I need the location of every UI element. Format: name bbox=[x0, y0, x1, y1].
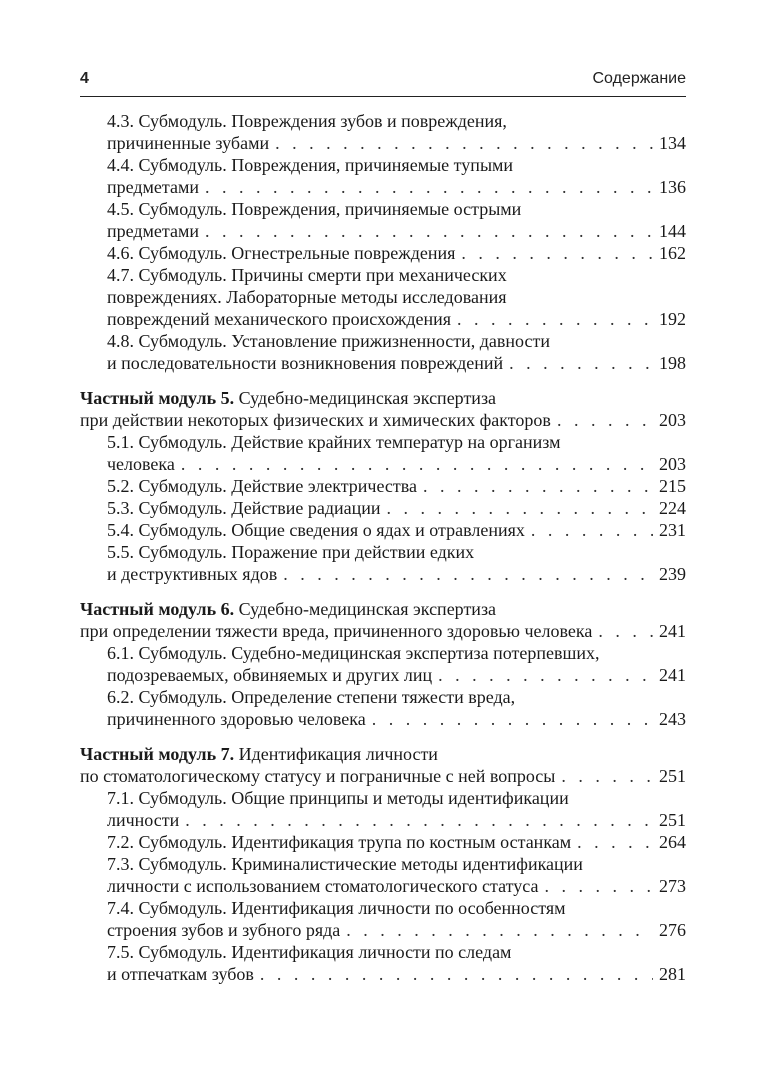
dot-leader bbox=[205, 176, 653, 198]
toc-page-number: 241 bbox=[659, 621, 686, 641]
toc-entry-text: причиненного здоровью человека bbox=[107, 709, 366, 729]
toc-entry-line bbox=[107, 286, 686, 308]
toc-entry-line bbox=[107, 787, 686, 809]
toc-submodule-entry bbox=[80, 475, 686, 497]
toc-page-number: 224 bbox=[659, 498, 686, 518]
toc-entry-text: 7.3. Субмодуль. Криминалистические методы идентификации bbox=[107, 854, 583, 874]
toc-entry-last-line bbox=[107, 708, 686, 730]
dot-leader bbox=[557, 409, 653, 431]
toc-page-number: 203 bbox=[659, 410, 686, 430]
toc-entry-line bbox=[107, 541, 686, 563]
toc-entry-text: 5.2. Субмодуль. Действие электричества bbox=[107, 476, 418, 496]
module-label: Частный модуль 6. bbox=[80, 599, 235, 619]
page-header bbox=[80, 70, 686, 94]
toc-entry-text: 4.6. Субмодуль. Огнестрельные повреждения bbox=[107, 243, 456, 263]
toc-entry-text: личности с использованием стоматологического статуса bbox=[107, 876, 539, 896]
toc-submodule-entry bbox=[80, 497, 686, 519]
toc-entry-last-line bbox=[80, 765, 686, 787]
dot-leader bbox=[283, 563, 653, 585]
toc-entry-text: предметами bbox=[107, 177, 200, 197]
toc-submodule-entry bbox=[80, 330, 686, 374]
module-label: Частный модуль 7. bbox=[80, 744, 235, 764]
dot-leader bbox=[577, 831, 653, 853]
toc-entry-text: 4.4. Субмодуль. Повреждения, причиняемые тупыми bbox=[107, 155, 514, 175]
toc-entry-line bbox=[107, 198, 686, 220]
toc-submodule-entry bbox=[80, 154, 686, 198]
toc-entry-text: Судебно-медицинская экспертиза bbox=[234, 388, 497, 408]
toc-entry-text: человека bbox=[107, 454, 175, 474]
toc-page-number: 241 bbox=[659, 665, 686, 685]
toc-entry-text: 6.1. Субмодуль. Судебно-медицинская экспертиза потерпевших, bbox=[107, 643, 600, 663]
table-of-contents bbox=[80, 110, 686, 985]
toc-entry-text: по стоматологическому статусу и пограничные с ней вопросы bbox=[80, 766, 556, 786]
dot-leader bbox=[531, 519, 653, 541]
toc-submodule-entry bbox=[80, 242, 686, 264]
toc-module-entry bbox=[80, 598, 686, 642]
module-label: Частный модуль 5. bbox=[80, 388, 235, 408]
toc-submodule-entry bbox=[80, 541, 686, 585]
toc-submodule-entry bbox=[80, 110, 686, 154]
toc-page-number: 243 bbox=[659, 709, 686, 729]
toc-submodule-entry bbox=[80, 897, 686, 941]
dot-leader bbox=[260, 963, 653, 985]
toc-entry-text: предметами bbox=[107, 221, 200, 241]
dot-leader bbox=[509, 352, 653, 374]
toc-entry-last-line bbox=[107, 176, 686, 198]
toc-submodule-entry bbox=[80, 519, 686, 541]
header-rule bbox=[80, 96, 686, 97]
toc-submodule-entry bbox=[80, 787, 686, 831]
toc-entry-last-line bbox=[107, 475, 686, 497]
dot-leader bbox=[205, 220, 653, 242]
toc-entry-last-line bbox=[107, 809, 686, 831]
toc-page-number: 134 bbox=[659, 133, 686, 153]
toc-entry-text: 5.5. Субмодуль. Поражение при действии едких bbox=[107, 542, 475, 562]
toc-submodule-entry bbox=[80, 198, 686, 242]
toc-entry-text: причиненные зубами bbox=[107, 133, 270, 153]
toc-page-number: 251 bbox=[659, 810, 686, 830]
dot-leader bbox=[438, 664, 653, 686]
toc-entry-text: подозреваемых, обвиняемых и других лиц bbox=[107, 665, 433, 685]
toc-entry-text: 7.5. Субмодуль. Идентификация личности по следам bbox=[107, 942, 512, 962]
toc-entry-last-line bbox=[80, 409, 686, 431]
toc-entry-text: строения зубов и зубного ряда bbox=[107, 920, 341, 940]
toc-entry-last-line bbox=[107, 308, 686, 330]
toc-entry-line bbox=[107, 897, 686, 919]
dot-leader bbox=[423, 475, 653, 497]
toc-submodule-entry bbox=[80, 264, 686, 330]
toc-page-number: 203 bbox=[659, 454, 686, 474]
toc-entry-last-line bbox=[107, 453, 686, 475]
running-title: Содержание bbox=[592, 70, 686, 87]
toc-entry-text: 5.3. Субмодуль. Действие радиации bbox=[107, 498, 381, 518]
toc-entry-last-line bbox=[107, 352, 686, 374]
toc-entry-line bbox=[80, 743, 686, 765]
toc-entry-line bbox=[107, 110, 686, 132]
toc-entry-last-line bbox=[107, 220, 686, 242]
dot-leader bbox=[598, 620, 653, 642]
toc-entry-line bbox=[107, 941, 686, 963]
toc-entry-last-line bbox=[107, 875, 686, 897]
toc-entry-text: при действии некоторых физических и химических факторов bbox=[80, 410, 551, 430]
toc-submodule-entry bbox=[80, 431, 686, 475]
toc-entry-line bbox=[107, 686, 686, 708]
toc-page-number: 239 bbox=[659, 564, 686, 584]
toc-entry-line bbox=[80, 598, 686, 620]
dot-leader bbox=[346, 919, 653, 941]
toc-entry-text: 5.4. Субмодуль. Общие сведения о ядах и отравлениях bbox=[107, 520, 525, 540]
toc-submodule-entry bbox=[80, 853, 686, 897]
dot-leader bbox=[457, 308, 653, 330]
toc-entry-line bbox=[107, 853, 686, 875]
toc-page-number: 198 bbox=[659, 353, 686, 373]
toc-entry-text: 7.1. Субмодуль. Общие принципы и методы идентификации bbox=[107, 788, 569, 808]
toc-entry-text: Судебно-медицинская экспертиза bbox=[234, 599, 497, 619]
toc-entry-line bbox=[107, 330, 686, 352]
toc-entry-text: 4.7. Субмодуль. Причины смерти при механических bbox=[107, 265, 507, 285]
dot-leader bbox=[561, 765, 653, 787]
toc-page-number: 273 bbox=[659, 876, 686, 896]
toc-entry-line bbox=[107, 264, 686, 286]
toc-entry-line bbox=[107, 431, 686, 453]
toc-entry-text: и деструктивных ядов bbox=[107, 564, 278, 584]
toc-submodule-entry bbox=[80, 686, 686, 730]
toc-page-number: 231 bbox=[659, 520, 686, 540]
toc-entry-text: 7.4. Субмодуль. Идентификация личности по особенностям bbox=[107, 898, 566, 918]
toc-entry-text: и отпечаткам зубов bbox=[107, 964, 254, 984]
toc-page-number: 276 bbox=[659, 920, 686, 940]
toc-entry-last-line bbox=[107, 519, 686, 541]
dot-leader bbox=[275, 132, 653, 154]
toc-entry-last-line bbox=[107, 497, 686, 519]
dot-leader bbox=[461, 242, 653, 264]
toc-entry-text: 7.2. Субмодуль. Идентификация трупа по костным останкам bbox=[107, 832, 572, 852]
dot-leader bbox=[544, 875, 653, 897]
toc-entry-text: повреждениях. Лабораторные методы исследования bbox=[107, 287, 507, 307]
toc-entry-line bbox=[107, 154, 686, 176]
toc-entry-line bbox=[107, 642, 686, 664]
toc-entry-last-line bbox=[107, 563, 686, 585]
dot-leader bbox=[181, 453, 653, 475]
toc-entry-last-line bbox=[107, 132, 686, 154]
toc-entry-text: повреждений механического происхождения bbox=[107, 309, 452, 329]
toc-entry-last-line bbox=[107, 963, 686, 985]
dot-leader bbox=[185, 809, 653, 831]
toc-entry-text: 6.2. Субмодуль. Определение степени тяжести вреда, bbox=[107, 687, 516, 707]
toc-submodule-entry bbox=[80, 642, 686, 686]
toc-submodule-entry bbox=[80, 831, 686, 853]
toc-module-entry bbox=[80, 743, 686, 787]
toc-page-number: 215 bbox=[659, 476, 686, 496]
toc-entry-text: 4.3. Субмодуль. Повреждения зубов и повреждения, bbox=[107, 111, 507, 131]
toc-entry-text: 5.1. Субмодуль. Действие крайних температур на организм bbox=[107, 432, 561, 452]
toc-page-number: 136 bbox=[659, 177, 686, 197]
toc-submodule-entry bbox=[80, 941, 686, 985]
toc-entry-line bbox=[80, 387, 686, 409]
toc-page-number: 264 bbox=[659, 832, 686, 852]
page-number: 4 bbox=[80, 70, 89, 87]
toc-page-number: 144 bbox=[659, 221, 686, 241]
toc-page-number: 192 bbox=[659, 309, 686, 329]
toc-entry-text: Идентификация личности bbox=[234, 744, 438, 764]
toc-module-entry bbox=[80, 387, 686, 431]
toc-entry-text: 4.8. Субмодуль. Установление прижизненности, давности bbox=[107, 331, 550, 351]
toc-entry-last-line bbox=[80, 620, 686, 642]
toc-entry-last-line bbox=[107, 831, 686, 853]
toc-entry-last-line bbox=[107, 242, 686, 264]
toc-entry-text: 4.5. Субмодуль. Повреждения, причиняемые острыми bbox=[107, 199, 522, 219]
toc-entry-text: при определении тяжести вреда, причиненного здоровью человека bbox=[80, 621, 593, 641]
toc-entry-last-line bbox=[107, 664, 686, 686]
toc-page-number: 162 bbox=[659, 243, 686, 263]
toc-entry-text: личности bbox=[107, 810, 180, 830]
dot-leader bbox=[372, 708, 653, 730]
toc-entry-last-line bbox=[107, 919, 686, 941]
dot-leader bbox=[387, 497, 654, 519]
toc-entry-text: и последовательности возникновения повреждений bbox=[107, 353, 504, 373]
toc-page-number: 251 bbox=[659, 766, 686, 786]
toc-page-number: 281 bbox=[659, 964, 686, 984]
